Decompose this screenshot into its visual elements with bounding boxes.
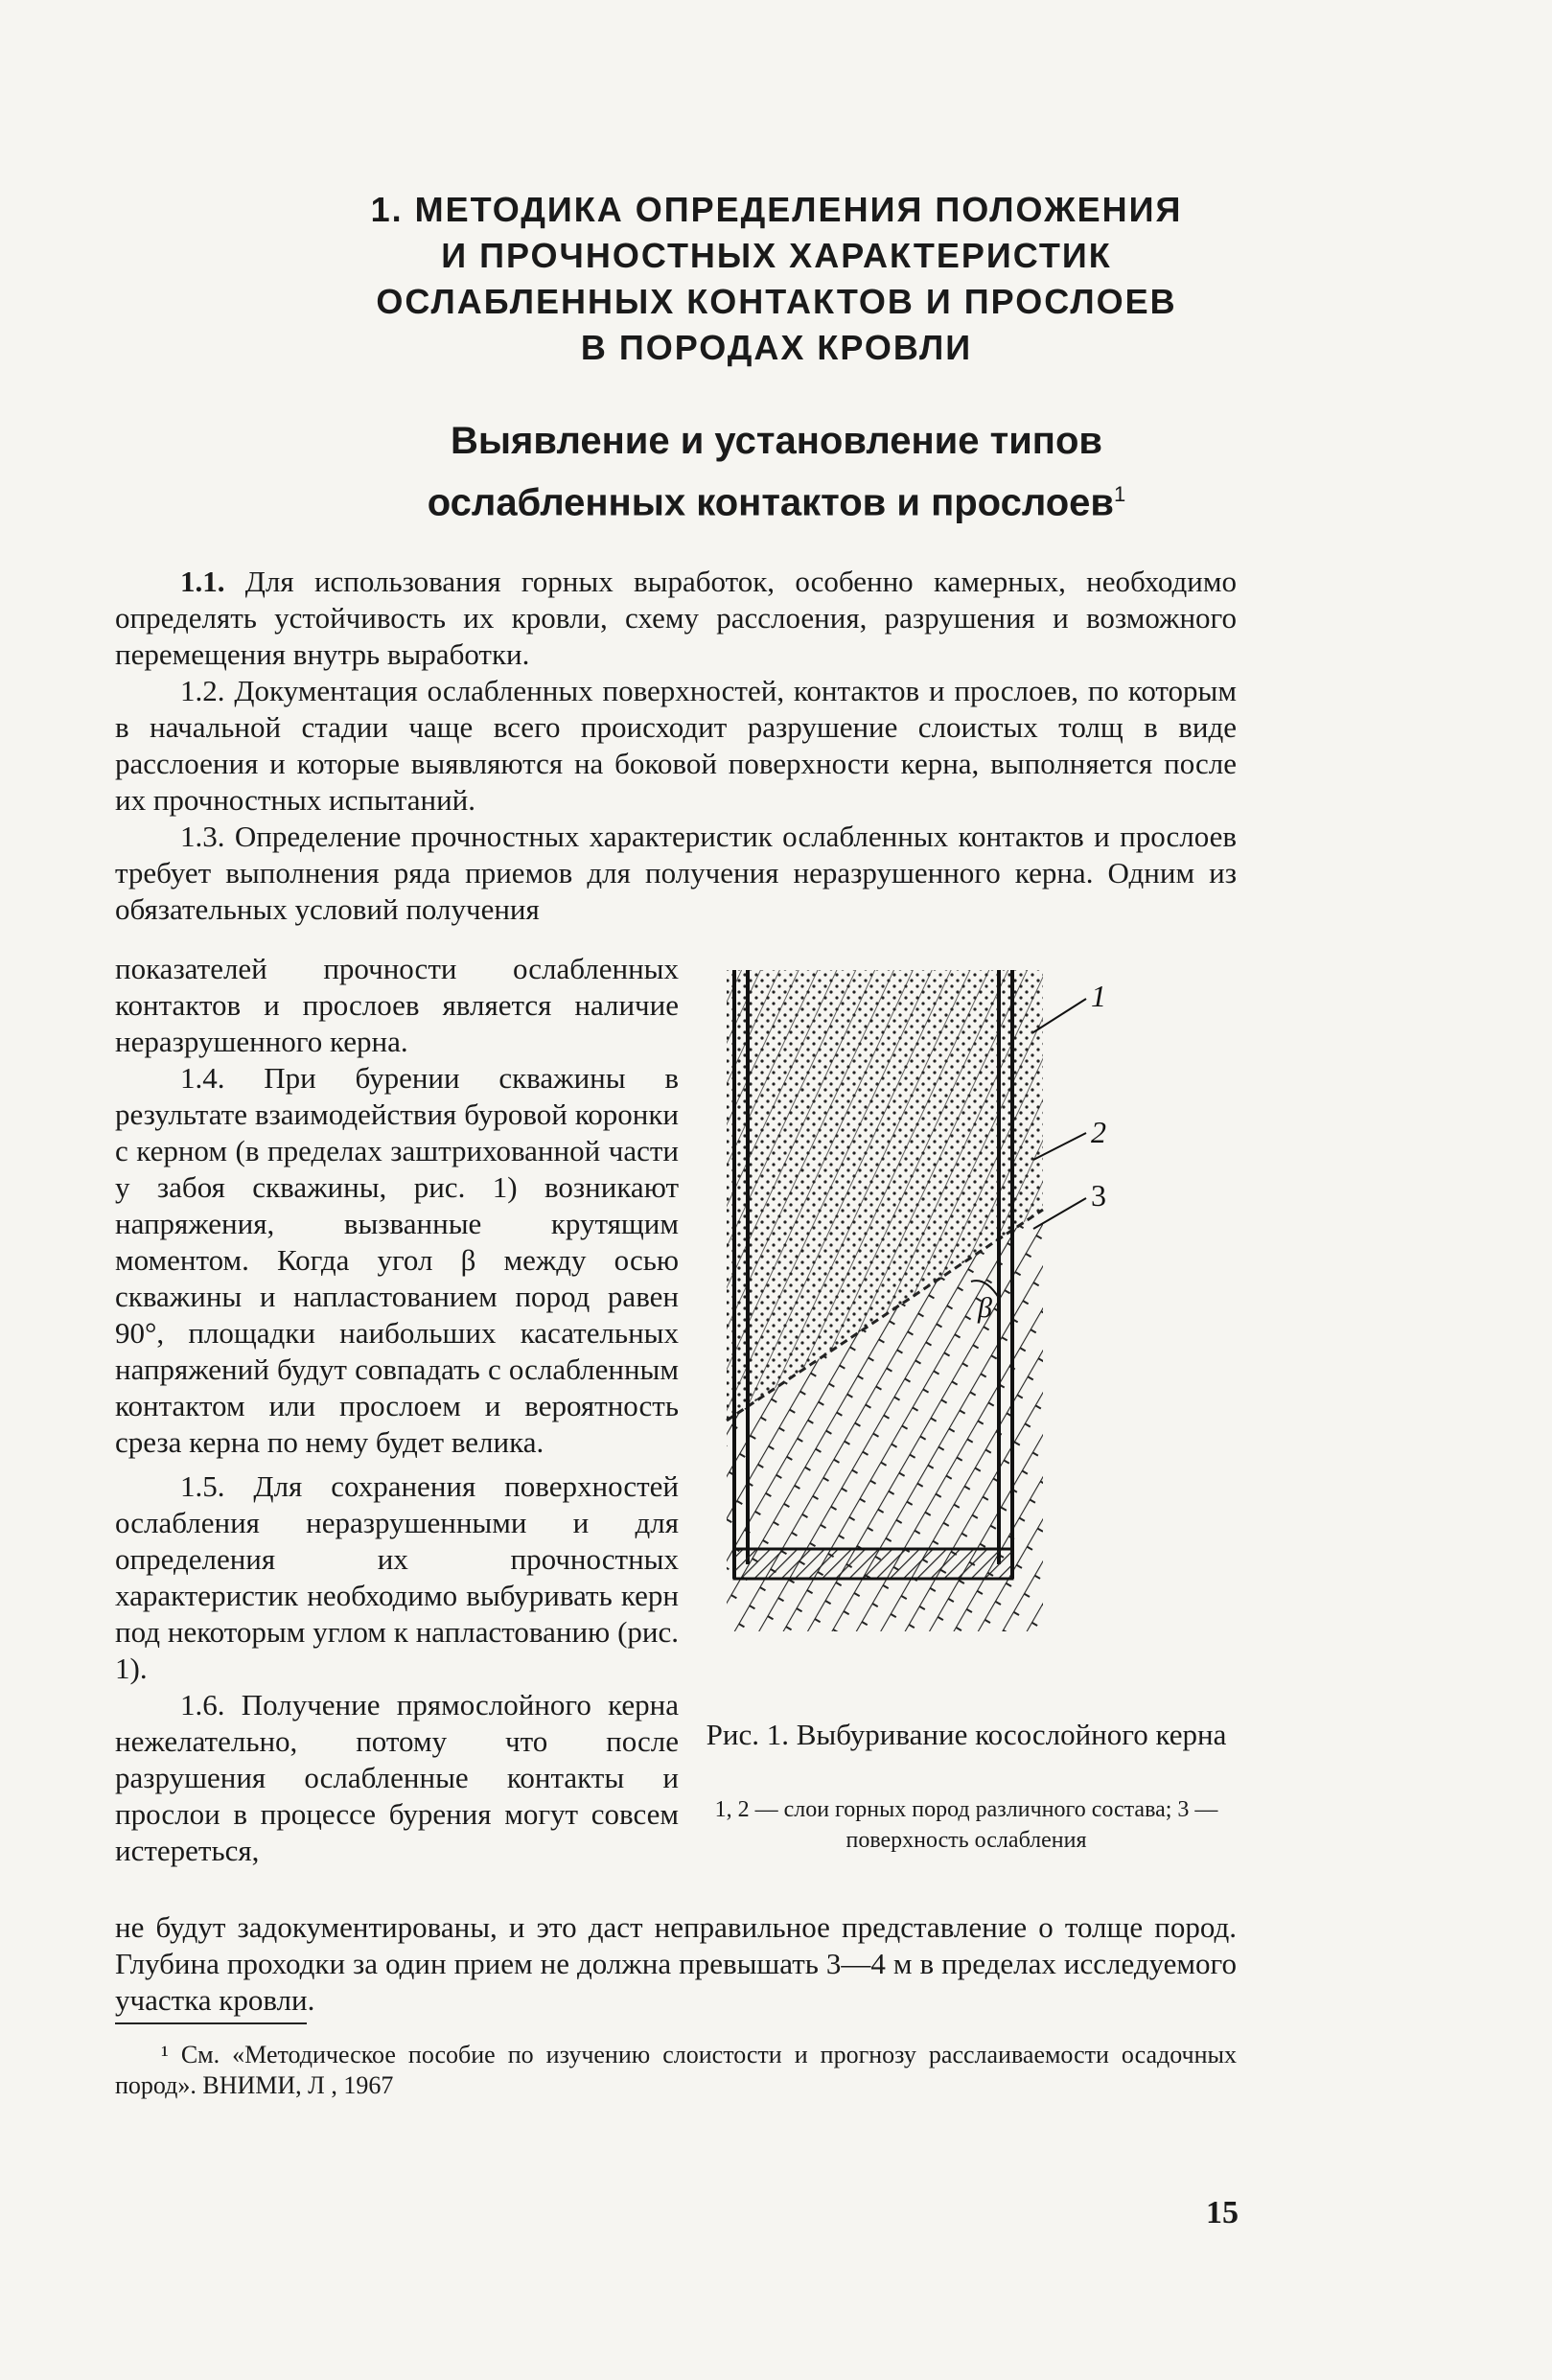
paragraph-number: 1.4. [180,1061,225,1095]
paragraph-text: При бурении скважины в результате взаимодействия буровой коронки с керном (в пределах заштрихованной части у забоя скважины, рис. 1) возникают напряжения, вызванные крутящим моментом. Когда угол β между осью скважины и напластованием пород равен 90°, площадки наибольших касательных напряжений будут совпадать с ослабленным контактом или прослоем и вероятность среза керна по нему будет велика. [115,1061,679,1459]
subheading-line: Выявление и установление типов [451,420,1102,462]
paragraph-1-4 [115,1060,679,1461]
paragraph-text: показателей прочности ослабленных контактов и прослоев является наличие неразрушенного керна. [115,952,679,1058]
paragraph-1-3 [115,819,1237,928]
heading-line: В ПОРОДАХ КРОВЛИ [580,328,973,367]
paragraph-text: Получение прямослойного керна нежелательно, потому что после разрушения ослабленные контакты и прослои в процессе бурения могут совсем истереться, [115,1688,679,1867]
paragraph-1-3-cont [115,951,679,1060]
paragraph-text: Для использования горных выработок, особенно камерных, необходимо определять устойчивость их кровли, схему расслоения, разрушения и возможного перемещения внутрь выработки. [115,565,1237,671]
body-text-top [115,564,1237,928]
figure-legend: 1, 2 — слои горных пород различного состава; 3 — поверхность ослабления [714,1797,1218,1853]
paragraph-1-1 [115,564,1237,673]
angle-label: β [978,1292,992,1324]
figure-caption: Рис. 1. Выбуривание косослойного керна [706,1718,1227,1751]
paragraph-number: 1.5. [180,1469,225,1503]
label-2: 2 [1091,1115,1106,1149]
chapter-heading [192,187,1361,371]
paragraph-1-6-cont: не будут задокументированы, и это даст неправильное представление о толще пород. Глубина проходки за один прием не должна превышать 3—4 м в пределах исследуемого участка кровли. [115,1910,1237,2017]
body-text-column [115,951,679,1869]
footnote: ¹ См. «Методическое пособие по изучению слоистости и прогнозу расслаиваемости осадочных пород». ВНИМИ, Л , 1967 [115,2041,1237,2099]
page-number: 15 [1206,2195,1239,2230]
crown-zone [734,1549,1012,1579]
heading-line: ОСЛАБЛЕННЫХ КОНТАКТОВ И ПРОСЛОЕВ [376,282,1177,321]
paragraph-1-6 [115,1687,679,1869]
paragraph-1-5 [115,1468,679,1687]
paragraph-text: Для сохранения поверхностей ослабления неразрушенными и для определения их прочностных характеристик необходимо выбуривать керн под некоторым углом к напластованию (рис. 1). [115,1469,679,1685]
paragraph-1-2 [115,673,1237,819]
footnote-rule [115,2022,307,2024]
paragraph-number: 1.2. [180,674,225,707]
body-text-bottom [115,1909,1237,2019]
paragraph-number: 1.1. [180,565,225,598]
subheading-text: ослабленных контактов и прослоев [427,481,1114,524]
borehole-figure [707,960,1225,1651]
subheading-line-2 [240,468,1313,529]
paragraph-number: 1.6. [180,1688,225,1721]
paragraph-text: Документация ослабленных поверхностей, контактов и прослоев, по которым в начальной стадии чаще всего происходит разрушение слоистых толщ в виде расслоения и которые выявляются на боковой поверхности керна, выполняется после их прочностных испытаний. [115,674,1237,817]
paragraph-number: 1.3. [180,820,225,853]
section-subheading [240,414,1313,529]
label-1: 1 [1091,979,1106,1013]
heading-line: 1. МЕТОДИКА ОПРЕДЕЛЕНИЯ ПОЛОЖЕНИЯ [370,190,1183,229]
paragraph-text: Определение прочностных характеристик ослабленных контактов и прослоев требует выполнения ряда приемов для получения неразрушенного керна. Одним из обязательных условий получения [115,820,1237,926]
footnote-ref: 1 [1113,482,1126,506]
label-3: 3 [1091,1178,1106,1213]
heading-line: И ПРОЧНОСТНЫХ ХАРАКТЕРИСТИК [441,236,1112,275]
